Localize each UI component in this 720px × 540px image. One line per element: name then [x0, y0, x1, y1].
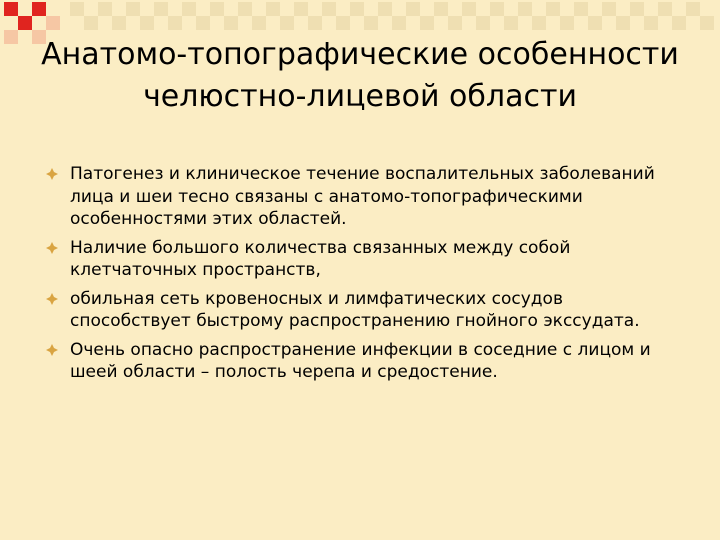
diamond-bullet-icon — [46, 293, 58, 305]
diamond-bullet-icon — [46, 168, 58, 180]
list-item — [46, 288, 686, 333]
bullet-text: Патогенез и клиническое течение воспалительных заболеваний лица и шеи тесно связаны с анатомо-топографическими особенностями этих областей. — [70, 164, 655, 229]
list-item — [46, 339, 686, 384]
diamond-bullet-icon — [46, 242, 58, 254]
diamond-bullet-icon — [46, 344, 58, 356]
bullet-list — [46, 163, 686, 390]
bullet-text: обильная сеть кровеносных и лимфатических сосудов способствует быстрому распространению гнойного экссудата. — [70, 288, 640, 331]
list-item — [46, 237, 686, 282]
slide-title: Анатомо-топографические особенности челюстно-лицевой области — [41, 37, 679, 114]
bullet-text: Очень опасно распространение инфекции в соседние с лицом и шеей области – полость черепа и средостение. — [70, 339, 651, 382]
list-item — [46, 163, 686, 231]
bullet-text: Наличие большого количества связанных между собой клетчаточных пространств, — [70, 237, 571, 280]
